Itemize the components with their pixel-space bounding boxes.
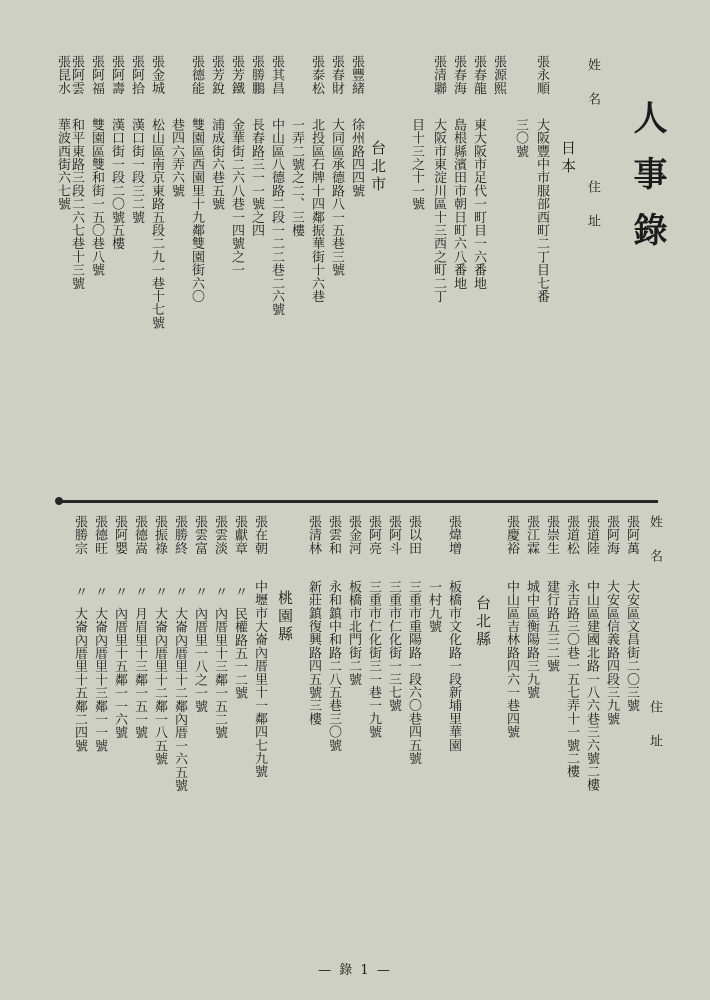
entry-address: 徐州路四四號 — [349, 118, 364, 198]
entry-name: 張雲富 — [192, 515, 207, 555]
entry-name: 張春財 — [329, 55, 344, 95]
entry-name: 張雲淡 — [212, 515, 227, 555]
entry-address: 漢口街一段二〇號五樓 — [109, 118, 124, 250]
entry-name: 張慶裕 — [504, 515, 519, 555]
entry-address: 中山區吉林路四六一巷四號 — [504, 580, 519, 739]
ditto-mark: 〃 — [72, 585, 87, 599]
entry-address: 永吉路三〇巷一五七弄十一號二樓 — [564, 580, 579, 778]
entry-address: 一村九號 — [426, 580, 441, 633]
entry-name: 張清聯 — [431, 55, 446, 95]
entry-address: 永和鎮中和路二八五巷三〇號 — [326, 580, 341, 752]
entry-name: 張阿福 — [89, 55, 104, 95]
entry-address: 內厝里十五鄰一一六號 — [112, 607, 127, 739]
entry-name: 張阿萬 — [624, 515, 639, 555]
entry-name: 張永順 — [534, 55, 549, 95]
entry-address: 島根縣濱田市朝日町六八番地 — [451, 118, 466, 290]
entry-name: 張雲和 — [326, 515, 341, 555]
entry-name: 張勝鵬 — [249, 55, 264, 95]
ditto-mark: 〃 — [192, 585, 207, 599]
entry-address: 中山區八德路二段一二二巷二六號 — [269, 118, 284, 316]
entry-address: 金華街二六八巷一四號之一 — [229, 118, 244, 277]
entry-address: 一弄二號之二、三樓 — [289, 118, 304, 237]
entry-name: 張勝宗 — [72, 515, 87, 555]
entry-name: 張道陸 — [584, 515, 599, 555]
entry-name: 張道松 — [564, 515, 579, 555]
entry-name: 張德嵩 — [132, 515, 147, 555]
entry-name: 張金城 — [149, 55, 164, 95]
entry-name: 張阿壽 — [109, 55, 124, 95]
entry-address: 大崙內厝里十二鄰內厝一六五號 — [172, 607, 187, 792]
region-taoyuan: 桃園縣 — [276, 590, 294, 644]
entry-address: 大崙內厝里十二鄰一八五號 — [152, 607, 167, 766]
region-taipei-city: 台北市 — [369, 140, 387, 194]
entry-name: 張在朝 — [252, 515, 267, 555]
entry-address: 大阪市東淀川區十三西之町二丁 — [431, 118, 446, 303]
entry-address: 松山區南京東路五段二九一巷十七號 — [149, 118, 164, 330]
entry-address: 大同區承德路八一五巷三號 — [329, 118, 344, 277]
entry-address: 東大阪市足代一町目一六番地 — [471, 118, 486, 290]
entry-name: 張阿海 — [604, 515, 619, 555]
entry-name: 張阿亮 — [366, 515, 381, 555]
ditto-mark: 〃 — [112, 585, 127, 599]
entry-address: 漢口街一段三二號 — [129, 118, 144, 224]
region-japan: 日本 — [559, 140, 577, 176]
entry-name: 張昆水 — [55, 55, 70, 95]
entry-address: 三〇號 — [513, 118, 528, 158]
page-title: 人事錄 — [627, 100, 667, 268]
ditto-mark: 〃 — [92, 585, 107, 599]
ditto-mark: 〃 — [152, 585, 167, 599]
ditto-mark: 〃 — [212, 585, 227, 599]
entry-name: 張清林 — [306, 515, 321, 555]
entry-address: 雙園區西園里十九鄰雙園街六〇 — [189, 118, 204, 303]
entry-address: 月眉里十三鄰一五一號 — [132, 607, 147, 739]
entry-address: 中山區建國北路一八六巷三六號二樓 — [584, 580, 599, 792]
entry-address: 板橋市文化路一段新埔里華園 — [446, 580, 461, 752]
entry-address: 三重市仁化街三一巷一九號 — [366, 580, 381, 739]
entry-name: 張阿斗 — [386, 515, 401, 555]
entry-address: 中壢市大崙內厝里十一鄰四七九號 — [252, 580, 267, 778]
entry-name: 張德能 — [189, 55, 204, 95]
entry-name: 張泰松 — [309, 55, 324, 95]
entry-address: 建行路五三二號 — [544, 580, 559, 673]
entry-address: 內厝里十三鄰一五二號 — [212, 607, 227, 739]
entry-address: 三重市仁化街一三七號 — [386, 580, 401, 712]
address-header-lower: 住 址 — [647, 700, 662, 750]
entry-address: 巷四六弄六號 — [169, 118, 184, 198]
entry-name: 張獻章 — [232, 515, 247, 555]
page-footer: — 錄 1 — — [318, 963, 392, 978]
entry-address: 大崙內厝里十三鄰一一號 — [92, 607, 107, 753]
entry-name: 張阿雲 — [69, 55, 84, 95]
ditto-mark: 〃 — [132, 585, 147, 599]
entry-name: 張金河 — [346, 515, 361, 555]
entry-address: 城中區衡陽路三九號 — [524, 580, 539, 699]
entry-address: 民權路五一二號 — [232, 607, 247, 700]
entry-name: 張春海 — [451, 55, 466, 95]
entry-address: 大崙內厝里十五鄰二四號 — [72, 607, 87, 753]
entry-address: 三重市重陽路一段六〇巷四五號 — [406, 580, 421, 765]
entry-address: 大安區信義路四段三九號 — [604, 580, 619, 726]
entry-name: 張其昌 — [269, 55, 284, 95]
entry-address: 和平東路三段二六七巷十三號 — [69, 118, 84, 290]
entry-name: 張崇生 — [544, 515, 559, 555]
entry-name: 張以田 — [406, 515, 421, 555]
ditto-mark: 〃 — [172, 585, 187, 599]
entry-name: 張振祿 — [152, 515, 167, 555]
entry-address: 長春路三一一號之四 — [249, 118, 264, 237]
entry-name: 張德旺 — [92, 515, 107, 555]
entry-address: 大安區文昌街二〇三號 — [624, 580, 639, 712]
section-divider — [58, 500, 658, 503]
entry-name: 張阿嬰 — [112, 515, 127, 555]
entry-address: 新莊鎮復興路四五號三樓 — [306, 580, 321, 726]
entry-name: 張芳鐵 — [229, 55, 244, 95]
entry-name: 張勝終 — [172, 515, 187, 555]
entry-name: 張江霖 — [524, 515, 539, 555]
entry-address: 雙園區雙和街一五〇巷八號 — [89, 118, 104, 277]
entry-address: 浦成街六巷五號 — [209, 118, 224, 211]
address-header: 住 址 — [585, 180, 600, 230]
entry-name: 張阿拾 — [129, 55, 144, 95]
entry-address: 目十三之十一號 — [409, 118, 424, 211]
entry-name: 張豐緒 — [349, 55, 364, 95]
entry-address: 北投區石牌十四鄰振華街十六巷 — [309, 118, 324, 303]
entry-name: 張芳銳 — [209, 55, 224, 95]
region-taipei-county: 台北縣 — [474, 595, 492, 649]
entry-name: 張春龍 — [471, 55, 486, 95]
ditto-mark: 〃 — [232, 585, 247, 599]
name-header-lower: 姓 名 — [647, 515, 662, 565]
entry-name: 張源熙 — [491, 55, 506, 95]
entry-name: 張煒增 — [446, 515, 461, 555]
entry-address: 大阪豐中市服部西町二丁目七番 — [534, 118, 549, 303]
entry-address: 華波西街六七號 — [55, 118, 70, 211]
name-header: 姓 名 — [585, 58, 600, 108]
entry-address: 內厝里一八之一號 — [192, 607, 207, 713]
entry-address: 板橋市北門街二號 — [346, 580, 361, 686]
